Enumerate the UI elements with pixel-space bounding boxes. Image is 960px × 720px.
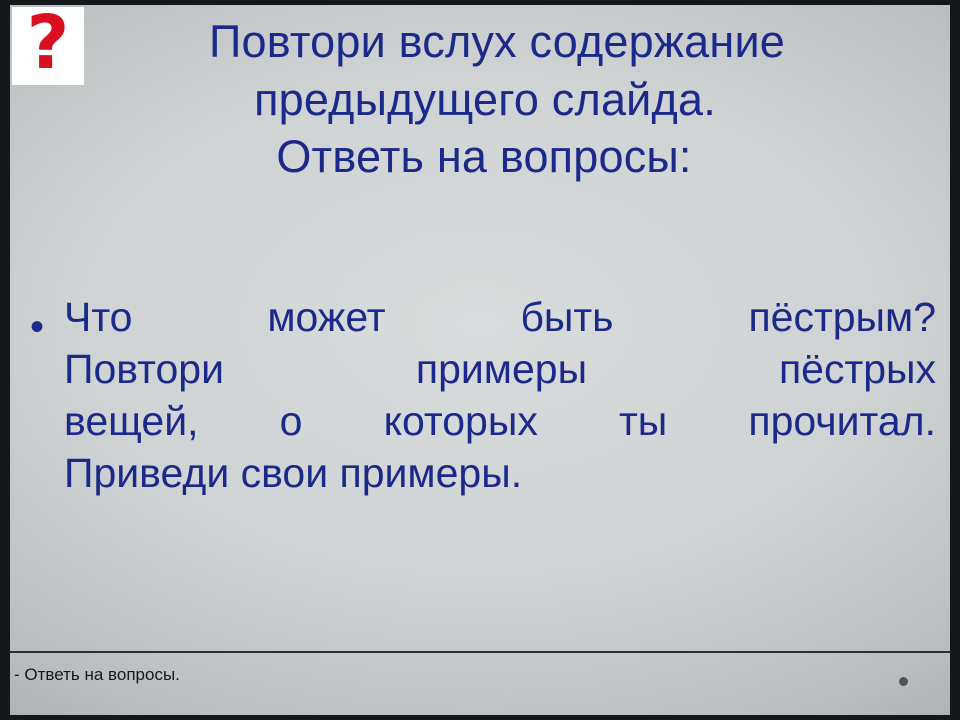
- title-line-2: предыдущего слайда.: [254, 73, 716, 125]
- body-line-1: Что может быть пёстрым?: [64, 294, 936, 340]
- title-line-3: Ответь на вопросы:: [276, 131, 692, 183]
- footer-divider: [10, 651, 950, 653]
- slide-title: [10, 0, 950, 186]
- bullet-text: [64, 291, 950, 499]
- question-mark-icon: [12, 0, 84, 86]
- question-mark-glyph: ?: [26, 0, 70, 86]
- slide-footer: [10, 651, 950, 715]
- title-line-1: Повтори вслух содержание: [208, 16, 786, 67]
- footer-note: - Ответь на вопросы.: [14, 665, 180, 684]
- footer-bullet-icon: [899, 677, 908, 686]
- body-line-4: Приведи свои примеры.: [64, 450, 523, 497]
- body-line-3: вещей, о которых ты прочитал.: [64, 398, 936, 445]
- bullet-icon: •: [29, 305, 44, 349]
- slide-body: [10, 291, 950, 499]
- body-line-2: Повтори примеры пёстрых: [64, 346, 936, 393]
